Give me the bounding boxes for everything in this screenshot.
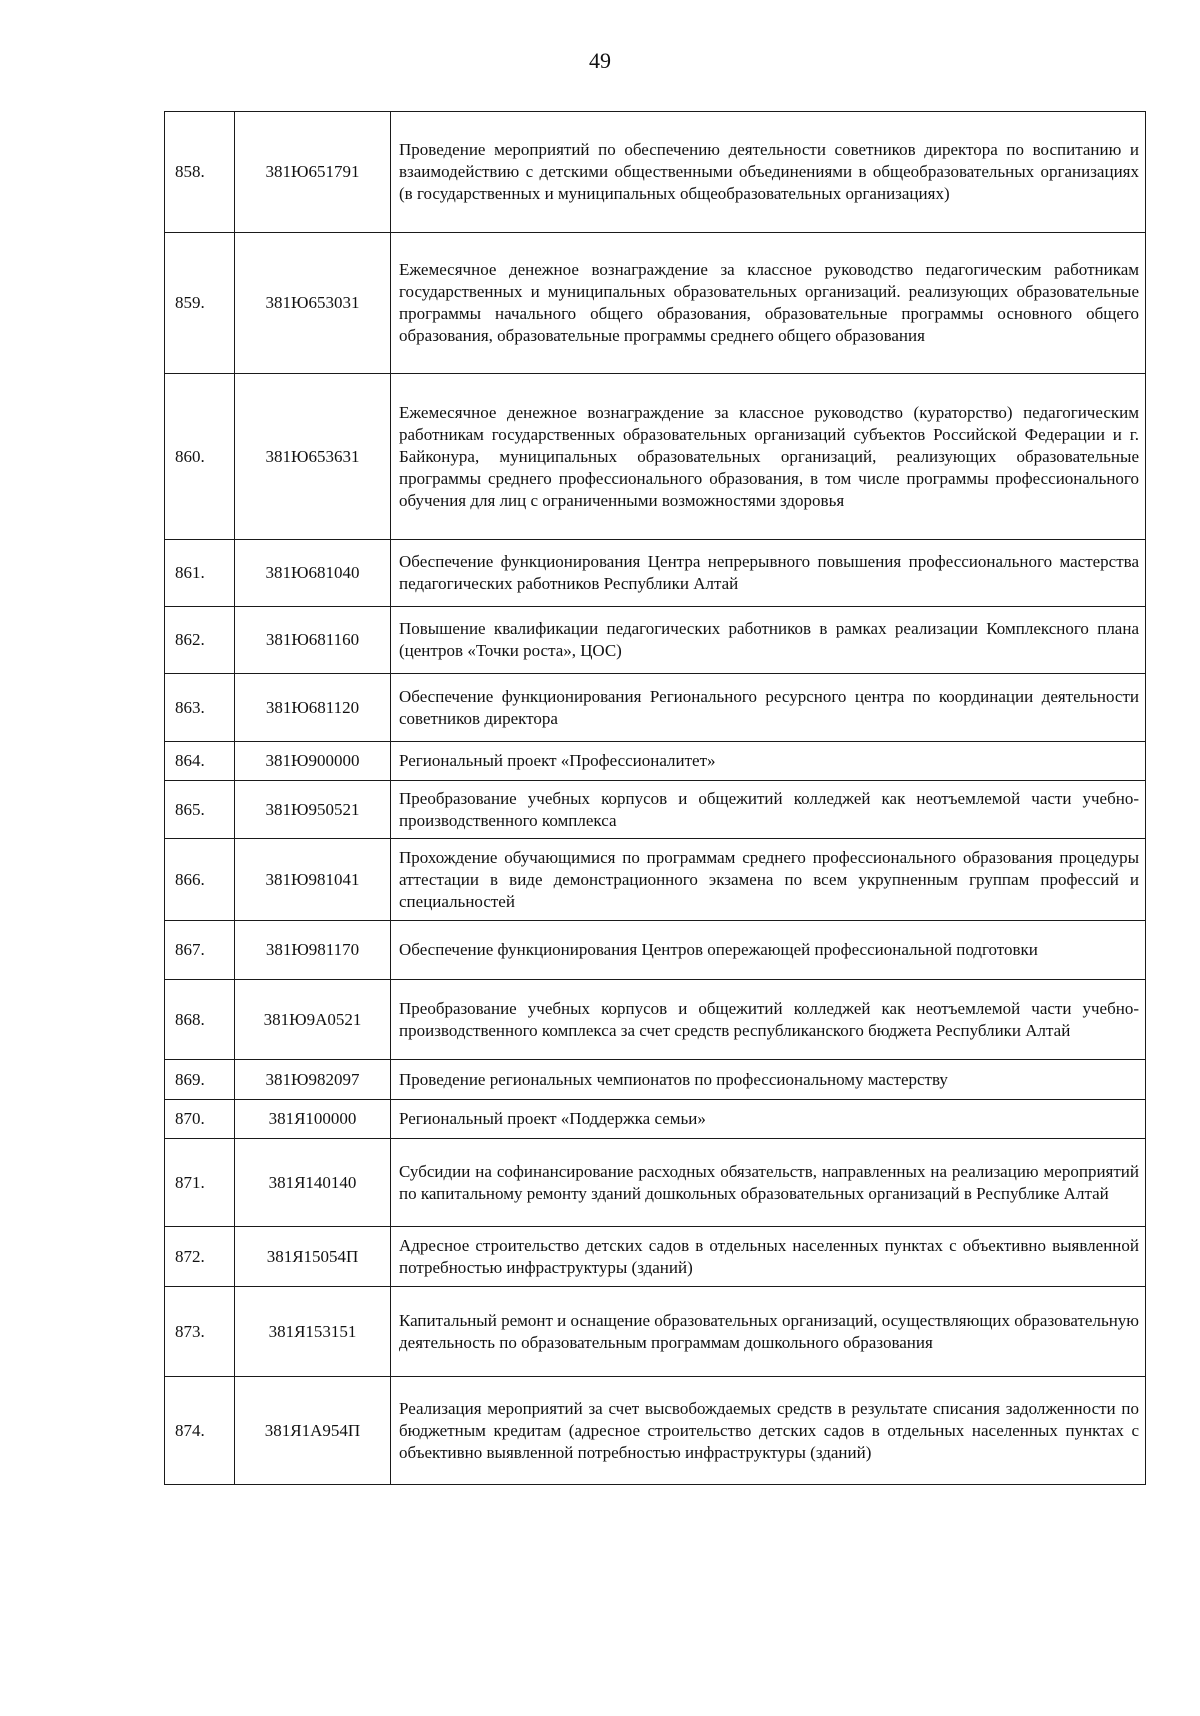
budget-code: 381Ю681040 xyxy=(235,540,391,607)
table-row xyxy=(165,1227,1146,1287)
row-description: Повышение квалификации педагогических работников в рамках реализации Комплексного плана (центров «Точки роста», ЦОС) xyxy=(391,607,1146,674)
table-row xyxy=(165,607,1146,674)
row-number: 859. xyxy=(165,233,235,374)
table-row xyxy=(165,1287,1146,1377)
budget-code: 381Ю950521 xyxy=(235,781,391,839)
budget-code: 381Ю653631 xyxy=(235,374,391,540)
row-description: Региональный проект «Поддержка семьи» xyxy=(391,1100,1146,1139)
budget-code: 381Я140140 xyxy=(235,1139,391,1227)
row-number: 872. xyxy=(165,1227,235,1287)
row-description: Обеспечение функционирования Центра непрерывного повышения профессионального мастерства педагогических работников Республики Алтай xyxy=(391,540,1146,607)
row-number: 869. xyxy=(165,1060,235,1100)
table-row xyxy=(165,921,1146,980)
row-number: 865. xyxy=(165,781,235,839)
budget-code: 381Ю981170 xyxy=(235,921,391,980)
budget-code: 381Ю651791 xyxy=(235,112,391,233)
table-row xyxy=(165,742,1146,781)
table-row xyxy=(165,1060,1146,1100)
budget-code: 381Ю681160 xyxy=(235,607,391,674)
row-number: 871. xyxy=(165,1139,235,1227)
table-row xyxy=(165,1377,1146,1485)
budget-code: 381Я100000 xyxy=(235,1100,391,1139)
row-number: 863. xyxy=(165,674,235,742)
row-description: Обеспечение функционирования Регионального ресурсного центра по координации деятельности советников директора xyxy=(391,674,1146,742)
row-description: Ежемесячное денежное вознаграждение за классное руководство (кураторство) педагогическим работникам государственных образовательных организаций субъектов Российской Федерации и г. Байконура, муниципальных образовательных организаций, реализующих образовательные программы среднего профессионального образования, в том числе программы профессионального обучения для лиц с ограниченными возможностями здоровья xyxy=(391,374,1146,540)
table-body xyxy=(165,112,1146,1485)
budget-code: 381Ю981041 xyxy=(235,839,391,921)
row-description: Проведение мероприятий по обеспечению деятельности советников директора по воспитанию и взаимодействию с детскими общественными объединениями в общеобразовательных организациях (в государственных и муниципальных общеобразовательных организациях) xyxy=(391,112,1146,233)
page-number: 49 xyxy=(589,48,611,73)
row-number: 861. xyxy=(165,540,235,607)
budget-code: 381Ю681120 xyxy=(235,674,391,742)
row-description: Капитальный ремонт и оснащение образовательных организаций, осуществляющих образовательную деятельность по образовательным программам дошкольного образования xyxy=(391,1287,1146,1377)
budget-code: 381Я15054П xyxy=(235,1227,391,1287)
table-row xyxy=(165,1100,1146,1139)
row-number: 866. xyxy=(165,839,235,921)
budget-classification-table xyxy=(164,111,1146,1485)
table-row xyxy=(165,540,1146,607)
budget-code: 381Ю653031 xyxy=(235,233,391,374)
budget-code: 381Ю982097 xyxy=(235,1060,391,1100)
table-row xyxy=(165,112,1146,233)
budget-code: 381Я153151 xyxy=(235,1287,391,1377)
table-row xyxy=(165,781,1146,839)
row-description: Проведение региональных чемпионатов по профессиональному мастерству xyxy=(391,1060,1146,1100)
row-number: 862. xyxy=(165,607,235,674)
table-row xyxy=(165,674,1146,742)
row-description: Адресное строительство детских садов в отдельных населенных пунктах с объективно выявленной потребностью инфраструктуры (зданий) xyxy=(391,1227,1146,1287)
table-row xyxy=(165,233,1146,374)
row-number: 868. xyxy=(165,980,235,1060)
table-row xyxy=(165,374,1146,540)
row-description: Преобразование учебных корпусов и общежитий колледжей как неотъемлемой части учебно-производственного комплекса за счет средств республиканского бюджета Республики Алтай xyxy=(391,980,1146,1060)
row-description: Прохождение обучающимися по программам среднего профессионального образования процедуры аттестации в виде демонстрационного экзамена по всем укрупненным группам профессий и специальностей xyxy=(391,839,1146,921)
table-row xyxy=(165,980,1146,1060)
row-number: 873. xyxy=(165,1287,235,1377)
table-row xyxy=(165,839,1146,921)
budget-code: 381Ю9А0521 xyxy=(235,980,391,1060)
budget-code: 381Я1А954П xyxy=(235,1377,391,1485)
row-description: Обеспечение функционирования Центров опережающей профессиональной подготовки xyxy=(391,921,1146,980)
row-number: 858. xyxy=(165,112,235,233)
row-description: Реализация мероприятий за счет высвобождаемых средств в результате списания задолженности по бюджетным кредитам (адресное строительство детских садов в отдельных населенных пунктах с объективно выявленной потребностью инфраструктуры (зданий) xyxy=(391,1377,1146,1485)
row-number: 870. xyxy=(165,1100,235,1139)
row-number: 867. xyxy=(165,921,235,980)
row-description: Региональный проект «Профессионалитет» xyxy=(391,742,1146,781)
row-description: Субсидии на софинансирование расходных обязательств, направленных на реализацию мероприятий по капитальному ремонту зданий дошкольных образовательных организаций в Республике Алтай xyxy=(391,1139,1146,1227)
row-number: 864. xyxy=(165,742,235,781)
row-number: 874. xyxy=(165,1377,235,1485)
row-number: 860. xyxy=(165,374,235,540)
row-description: Ежемесячное денежное вознаграждение за классное руководство педагогическим работникам государственных и муниципальных образовательных организаций. реализующих образовательные программы начального общего образования, образовательные программы основного общего образования, образовательные программы среднего общего образования xyxy=(391,233,1146,374)
row-description: Преобразование учебных корпусов и общежитий колледжей как неотъемлемой части учебно-производственного комплекса xyxy=(391,781,1146,839)
table-row xyxy=(165,1139,1146,1227)
budget-code: 381Ю900000 xyxy=(235,742,391,781)
